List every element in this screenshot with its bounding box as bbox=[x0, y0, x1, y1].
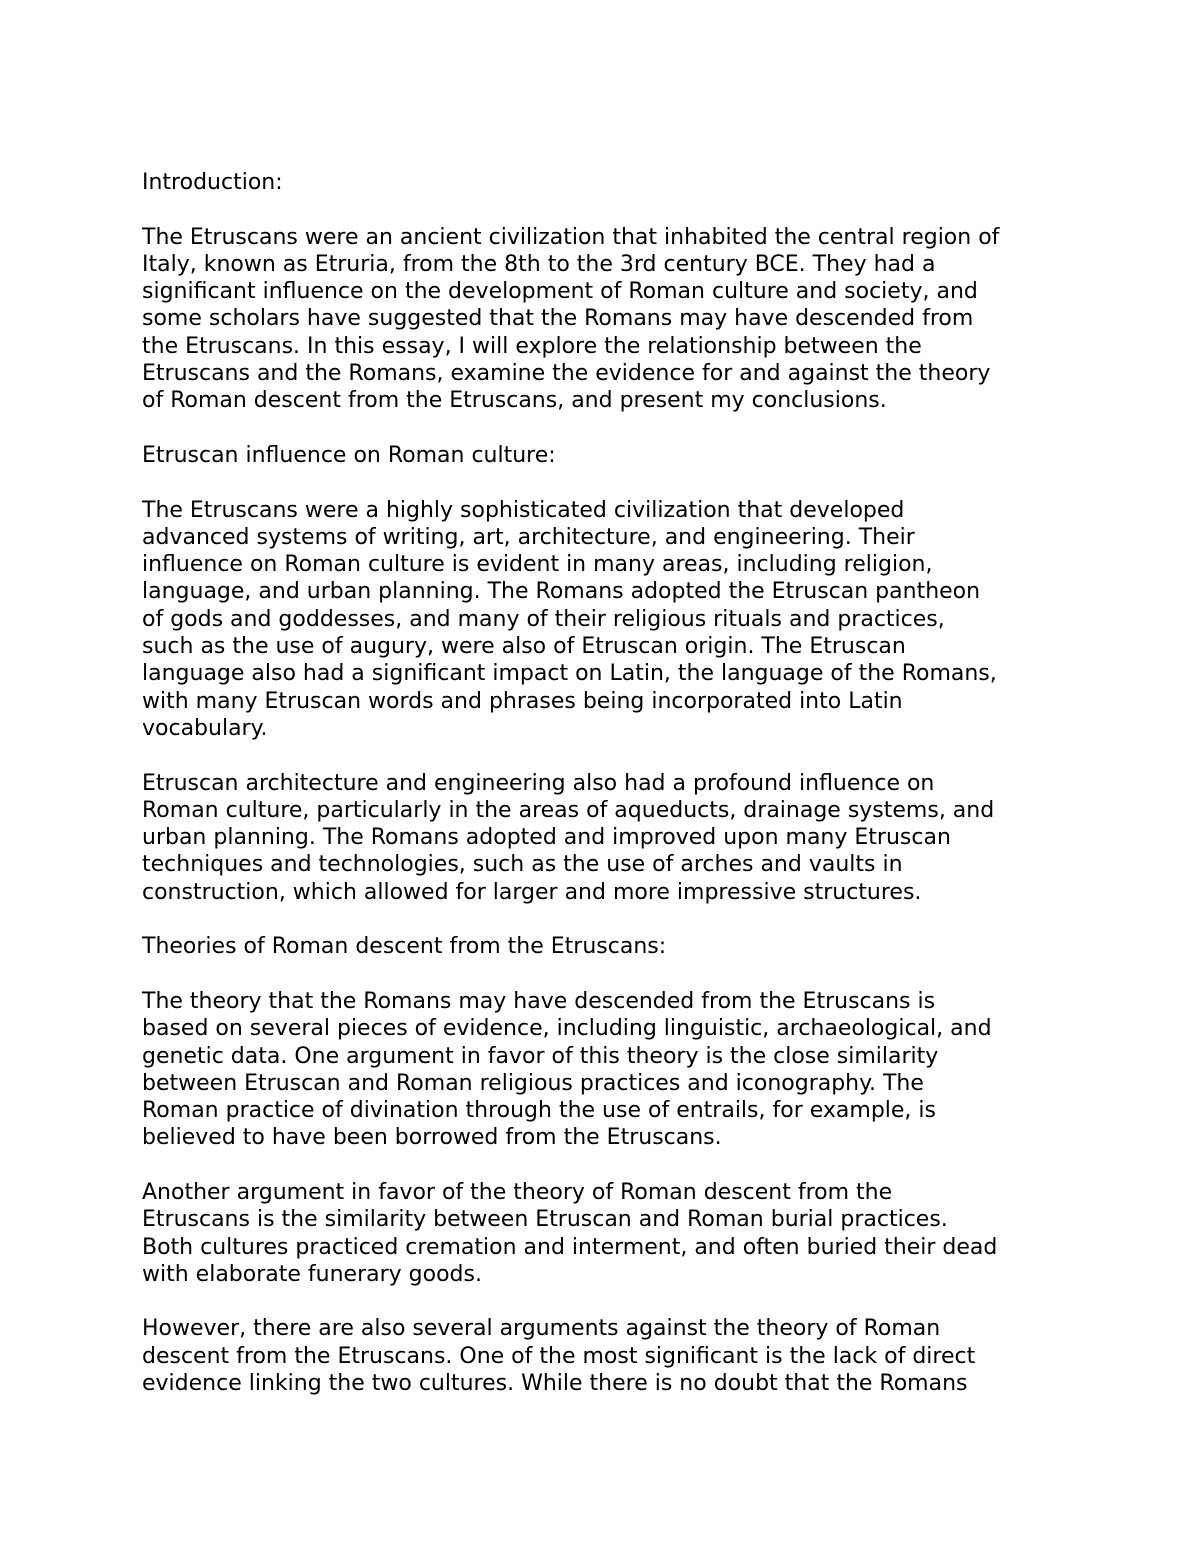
paragraph-influence-2 bbox=[142, 770, 1077, 906]
text-line: believed to have been borrowed from the Etruscans. bbox=[142, 1125, 722, 1151]
text-line: Roman culture, particularly in the areas of aqueducts, drainage systems, and bbox=[142, 797, 995, 823]
text-line: the Etruscans. In this essay, I will explore the relationship between the bbox=[142, 333, 922, 359]
heading-theories: Theories of Roman descent from the Etruscans: bbox=[142, 934, 667, 960]
text-line: evidence linking the two cultures. While there is no doubt that the Romans bbox=[142, 1371, 968, 1397]
paragraph-theories-1 bbox=[142, 988, 1077, 1152]
text-line: significant influence on the development of Roman culture and society, and bbox=[142, 279, 978, 305]
text-line: influence on Roman culture is evident in many areas, including religion, bbox=[142, 552, 933, 578]
text-line: The theory that the Romans may have descended from the Etruscans is bbox=[142, 988, 936, 1014]
text-line: genetic data. One argument in favor of this theory is the close similarity bbox=[142, 1043, 939, 1069]
text-line: Etruscan architecture and engineering also had a profound influence on bbox=[142, 770, 935, 796]
heading-influence: Etruscan influence on Roman culture: bbox=[142, 442, 556, 468]
text-line: advanced systems of writing, art, architecture, and engineering. Their bbox=[142, 524, 915, 550]
text-line: of gods and goddesses, and many of their religious rituals and practices, bbox=[142, 606, 945, 632]
text-line: Another argument in favor of the theory of Roman descent from the bbox=[142, 1179, 893, 1205]
heading-introduction: Introduction: bbox=[142, 170, 283, 195]
text-line: Roman practice of divination through the use of entrails, for example, is bbox=[142, 1098, 936, 1124]
text-line: some scholars have suggested that the Romans may have descended from bbox=[142, 306, 974, 332]
text-line: based on several pieces of evidence, including linguistic, archaeological, and bbox=[142, 1016, 992, 1042]
text-line: with elaborate funerary goods. bbox=[142, 1261, 482, 1287]
paragraph-theories-2 bbox=[142, 1179, 1077, 1288]
text-line: such as the use of augury, were also of Etruscan origin. The Etruscan bbox=[142, 634, 906, 660]
text-line: However, there are also several arguments against the theory of Roman bbox=[142, 1316, 941, 1342]
text-line: language also had a significant impact on Latin, the language of the Romans, bbox=[142, 661, 997, 687]
text-line: construction, which allowed for larger and more impressive structures. bbox=[142, 879, 922, 905]
text-line: of Roman descent from the Etruscans, and present my conclusions. bbox=[142, 388, 887, 414]
text-line: Etruscans and the Romans, examine the evidence for and against the theory bbox=[142, 361, 991, 387]
text-line: Etruscans is the similarity between Etruscan and Roman burial practices. bbox=[142, 1207, 948, 1233]
paragraph-intro bbox=[142, 224, 1077, 415]
text-line: Italy, known as Etruria, from the 8th to the 3rd century BCE. They had a bbox=[142, 251, 936, 277]
text-line: techniques and technologies, such as the use of arches and vaults in bbox=[142, 852, 903, 878]
text-line: descent from the Etruscans. One of the most significant is the lack of direct bbox=[142, 1343, 976, 1369]
text-line: vocabulary. bbox=[142, 715, 268, 741]
text-line: language, and urban planning. The Romans adopted the Etruscan pantheon bbox=[142, 579, 981, 605]
text-line: urban planning. The Romans adopted and improved upon many Etruscan bbox=[142, 825, 951, 851]
text-line: with many Etruscan words and phrases being incorporated into Latin bbox=[142, 688, 903, 714]
paragraph-theories-3 bbox=[142, 1315, 1077, 1397]
text-line: Both cultures practiced cremation and interment, and often buried their dead bbox=[142, 1234, 998, 1260]
document-page bbox=[142, 169, 1077, 1425]
text-line: The Etruscans were a highly sophisticated civilization that developed bbox=[142, 497, 905, 523]
paragraph-influence-1 bbox=[142, 497, 1077, 743]
text-line: between Etruscan and Roman religious practices and iconography. The bbox=[142, 1070, 924, 1096]
text-line: The Etruscans were an ancient civilization that inhabited the central region of bbox=[142, 224, 1000, 250]
